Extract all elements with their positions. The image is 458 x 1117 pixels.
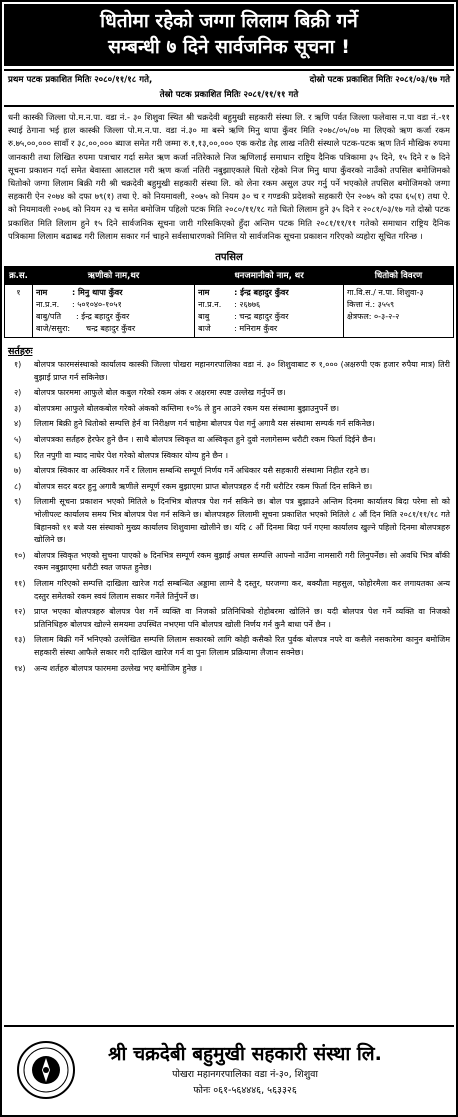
first-publication-date: प्रथम पटक प्रकाशित मितिः २०८०/११/१८ गते, xyxy=(8,75,153,85)
guarantor-name: : ईन्द्र बहादुर कुँवर xyxy=(234,288,289,298)
borrower-np: : ५०१०४०-१०५१ xyxy=(72,300,122,310)
condition-number: ६) xyxy=(14,450,22,460)
borrower-grandfather-label: बाजे/ससुरा: xyxy=(36,324,71,334)
col-header-borrower: ऋणीको नाम,थर xyxy=(33,267,195,285)
condition-text: बोलपत्रमा आफुले बोलकबोल गरेको अंकको कम्तिमा १०% ले हुन आउने रकम यस संस्थामा बुझाउनुपर्ने छ। xyxy=(34,403,340,413)
publication-dates xyxy=(4,69,454,107)
borrower-np-label: ना.प्र.न. xyxy=(36,300,60,310)
collateral-area: क्षेत्रफल: ०-३-२-२ xyxy=(347,312,400,322)
borrower-name-label: नाम xyxy=(36,288,48,298)
condition-text: बोलपत्र स्विकृत भएको सुचना पाएको ७ दिनभित्र सम्पूर्ण रकम बुझाई अचल सम्पत्ति आफ्नो नाउँमा नामसारी गरी लिनुपर्नेछ। सो अवधि भित्र बाँकी रकम नबुझाएमा धरौटी स्वत जफत हुनेछ। xyxy=(34,550,450,573)
condition-number: ५) xyxy=(14,435,22,444)
borrower-name: : मिनु थापा कुँवर xyxy=(72,288,123,298)
condition-text: बोलपत्र सदर बदर हुनु अगावै ऋणीले सम्पूर्ण रकम बुझाएमा प्राप्त बोलपत्रहरु र्द गरी धरौटिर रकम फिर्ता दिन सकिने छ। xyxy=(34,481,373,491)
condition-number: १०) xyxy=(14,550,26,560)
headline-line-2: सम्बन्धी ७ दिने सार्वजनिक सूचना ! xyxy=(108,36,350,58)
condition-text: अन्य शर्तहरु बोलपत्र फारममा उल्लेख भए बमोजिम हुनेछ । xyxy=(34,663,203,673)
condition-item xyxy=(8,418,450,431)
condition-number: १२) xyxy=(14,607,26,617)
guarantor-grandfather-label: बाजे xyxy=(198,324,211,334)
condition-number: ९) xyxy=(14,497,22,507)
guarantor-np-label: ना.प्र.न. xyxy=(198,300,222,310)
guarantor-father-label: बाबु xyxy=(198,312,210,322)
organization-address: पोखरा महानगरपालिका वडा नं-३०, शिशुवा xyxy=(172,1069,318,1080)
borrower-grandfather: चन्द्र बहादुर कुँवर xyxy=(86,324,136,334)
condition-number: ८) xyxy=(14,481,22,491)
condition-item xyxy=(8,481,450,494)
notice-header xyxy=(4,4,454,66)
col-header-guarantor: धनजमानीको नाम, थर xyxy=(195,267,344,285)
cell-collateral xyxy=(344,285,454,338)
borrower-father: : ईन्द्र बहादुर कुँवर xyxy=(76,312,130,322)
cell-sn: १ xyxy=(5,285,33,338)
condition-text: लिलाम बिक्री गर्ने भनिएको उल्लेखित सम्पत्ति लिलाम सकारको लागि कोही कसैको रित पुर्वक बोलपत्र नपरे वा कसैले नसकारेमा कानुन बमोजिम सहकारी संस्था आफैले सकार गरी दाखिल खारेज गर्न वा पुनः लिलाम प्रक्रियामा लैजान सक्नेछ। xyxy=(34,635,450,657)
cooperative-logo-icon xyxy=(16,1040,76,1100)
condition-number: २) xyxy=(14,388,22,398)
condition-item xyxy=(8,359,450,384)
condition-item xyxy=(8,606,450,631)
condition-text: बोलपत्र फारममा आफुले बोल कबुल गरेको रकम अंक र अक्षरमा स्पष्ट उल्लेख गर्नुपर्ने छ। xyxy=(34,388,286,398)
details-title: तपसिल xyxy=(215,252,243,264)
organization-name: श्री चक्रदेबी बहुमुखी सहकारी संस्था लि. xyxy=(108,1043,382,1065)
guarantor-grandfather: : मनिराम कुँवर xyxy=(234,324,278,334)
notice-footer xyxy=(4,1025,454,1113)
col-header-collateral: धितोको विवरण xyxy=(344,267,454,285)
collateral-vdc: गा.वि.स./ न.पा. शिशुवा-३ xyxy=(347,288,424,298)
guarantor-name-label: नाम xyxy=(198,288,210,298)
condition-item xyxy=(8,387,450,400)
condition-item xyxy=(8,450,450,463)
guarantor-father: : चन्द्र बहादुर कुँवर xyxy=(234,312,289,322)
condition-number: ११) xyxy=(14,578,26,588)
conditions-title: सर्तहरुः xyxy=(8,346,33,358)
borrower-father-label: बाबु/पति xyxy=(36,312,62,322)
condition-text: लिलाम गरिएको सम्पत्ति दाखिला खारेज गर्दा सम्बन्धित अड्डामा लाग्ने दै दस्तुर, घरजग्गा कर, बक्यौता महसुल, फोहोरमैला कर लगायतका अन्य दस्तुर समेतको रकम स्वयं लिलाम सकार गर्नेले तिर्नुपर्ने छ। xyxy=(34,578,450,601)
condition-text: बोलपत्र स्विकार वा अस्विकार गर्ने र लिलाम सम्बन्धि सम्पूर्ण निर्णय गर्ने अधिकार यसै सहकारी संस्थामा निहीत रहने छ। xyxy=(34,466,370,476)
condition-item xyxy=(8,550,450,575)
condition-text: लिलाम बिक्री हुने धितोको सम्पत्ति हेर्न वा निरीक्षण गर्न चाहेमा बोलपत्र पेश गर्नु अगावै यस संस्थामा सम्पर्क गर्न सकिनेछ। xyxy=(34,419,375,429)
table-row xyxy=(5,285,454,338)
third-publication-date: तेस्रो पटक प्रकाशित मितिः २०८१/११/११ गते xyxy=(159,90,299,100)
condition-item xyxy=(8,434,450,447)
cell-borrower xyxy=(33,285,195,338)
guarantor-np: : २६७७६ xyxy=(234,300,261,310)
condition-number: १३) xyxy=(14,635,26,645)
condition-item xyxy=(8,496,450,546)
headline-line-1: धितोमा रहेको जग्गा लिलाम बिक्री गर्ने xyxy=(100,10,358,32)
table-header-row xyxy=(5,267,454,285)
details-table xyxy=(4,266,454,338)
condition-text: बोलपत्र फारमसंस्थाको कार्यालय कास्की जिल्ला पोखरा महानगरपालिका वडा नं. ३० शिशुवाबाट रु १,००० (अक्षरुपी एक हजार रुपैया मात्र) तिरी बुझाई प्राप्त गर्न सकिनेछ। xyxy=(34,360,450,382)
condition-item xyxy=(8,634,450,659)
condition-number: ३) xyxy=(14,403,22,413)
col-header-sn: क्र.स. xyxy=(5,267,33,285)
condition-item xyxy=(8,465,450,478)
condition-item xyxy=(8,663,450,676)
condition-text: रित नपुगी वा म्याद नाघेर पेश गरेको बोलपत्र स्विकार योग्य हुने छैन । xyxy=(34,450,229,460)
condition-text: प्राप्त भएका बोलपत्रहरु बोलपत्र पेश गर्ने व्यक्ति वा निजको प्रतिनिधिको रोहोबरमा खोलिने छ। यदी बोलपत्र पेश गर्ने व्यक्ति वा निजको प्रतिनिधिहरु बोलपत्र खोल्ने समयमा उपस्थित नभएमा पनि बोलपत्र खोली निर्णय गर्न कुनै बाधा पर्ने छैन । xyxy=(34,607,450,629)
collateral-kitta: कित्ता नं.: ३५५९ xyxy=(347,300,395,310)
organization-phone: फोनः ०६१-५६४४४६, ५६३३२६ xyxy=(193,1085,297,1096)
condition-text: बोलपत्रका सर्तहरु हेरफेर हुने छैन । साथै बोलपत्र स्विकृत वा अस्विकृत हुने दुवो नलागेसम्म धरौटी रकम फिर्ता दिईने छैन। xyxy=(34,435,376,444)
cell-guarantor xyxy=(195,285,344,338)
condition-number: ४) xyxy=(14,419,22,429)
condition-item xyxy=(8,578,450,603)
conditions-list xyxy=(4,359,454,675)
notice-body: धनी कास्की जिल्ला पो.म.न.पा. वडा नं.- ३० शिशुवा स्थित श्री चक्रदेवी बहुमुखी सहकारी संस्था लि. र ऋणि पर्वत जिल्ला फलेवास न.पा वडा नं.-११ स्थाई ठेगाना भई हाल कास्की जिल्ला पो.म.न.पा. वडा नं.३० मा बस्ने ऋणि मिनु थापा कुँवर मिति २०७८/०५/०७ मा लिएको ऋण कर्जा रकम रु.७५,००,००० सावाँ र ३८,००,००० ब्याज समेत गरी जम्मा रु.१,१३,००,००० एक करोड तेह्र लाख नतिरी संस्थाले पटक-पटक ऋण तिर्न मौखिक रुपमा जानकारी तथा लिखित रुपमा पत्राचार गर्दा समेत ऋण कर्जा नतिरेकाले निज ऋणिलाई समाधान राष्ट्रिय दैनिक पत्रिकामा ३५ दिने, १५ दिने र ७ दिने सूचना प्रकाशन गर्दा समेत बेवास्ता आलटाल गरी ऋण कर्जा नतिरी नबुझाएकाले धितो रहेको निज मिनु थापा कुँवरको नाउँको तपसिल बमोजिमको धितोको जग्गा लिलाम बिक्री गरी श्री चक्रदेवी बहुमुखी सहकारी संस्था लि. को लेना रकम असुल उपर गर्नु पर्ने भएकोले तपसिल बमोजिमको जग्गा सहकारी ऐन २०७४ को दफा ७९(१) तथा ऐ. को नियमावली, २०७५ को नियम ३० च र गण्डकी प्रदेशको सहकारी ऐन २०७५ को दफा ६५(१) तथा ऐ. को नियमावली २०७६ को नियम २३ च समेत बमोजिम पहिलो पटक मिति २०८०/११/१८ गते धितो लिलाम हुने ३५ दिने र २०८१/०३/१७ गते दोस्रो पटक प्रकाशित मिति लिलाम हुने १५ दिने सार्वजनिक सूचना जारी गरिसकिएको हुँदा अन्तिम पटक मिति २०८१/११/११ गतेको समाधान राष्ट्रिय दैनिक पत्रिकामा लिलाम बढाबढ गरी लिलाम सकार गर्न चाहने सर्वसाधारणको निमित्त यो सार्वजनिक सूचना प्रकाशन गरिएको व्यहोरा सूचित गरिन्छ । xyxy=(8,112,450,241)
condition-number: १) xyxy=(14,360,22,370)
condition-text: लिलामी सूचना प्रकाशन भएको मितिले ७ दिनभित्र बोलपत्र पेश गर्न सकिने छ। बोल पत्र बुझाउने अन्तिम दिनमा कार्यालय बिदा परेमा सो को भोलीपल्ट कार्यालय समय भित्र बोलपत्र पेश गर्न सकिने छ। बोलपत्रहरु लिलामी सूचना प्रकाशित भएको मितिले ८ औं दिन मिति २०८१/११/१८ गते बिहानको ११ बजे यस संस्थाको मुख्य कार्यालय शिशुवामा खोलीने छ। यदि ८ औं दिनमा बिदा पर्न गएमा कार्यालय खुल्ने पहिलो दिनमा बोलपत्रहरु खोलिने छ। xyxy=(34,497,450,545)
second-publication-date: दोस्रो पटक प्रकाशित मितिः २०८१/०३/१७ गते xyxy=(309,75,450,85)
condition-number: १४) xyxy=(14,663,26,673)
condition-item xyxy=(8,403,450,416)
condition-number: ७) xyxy=(14,466,22,476)
